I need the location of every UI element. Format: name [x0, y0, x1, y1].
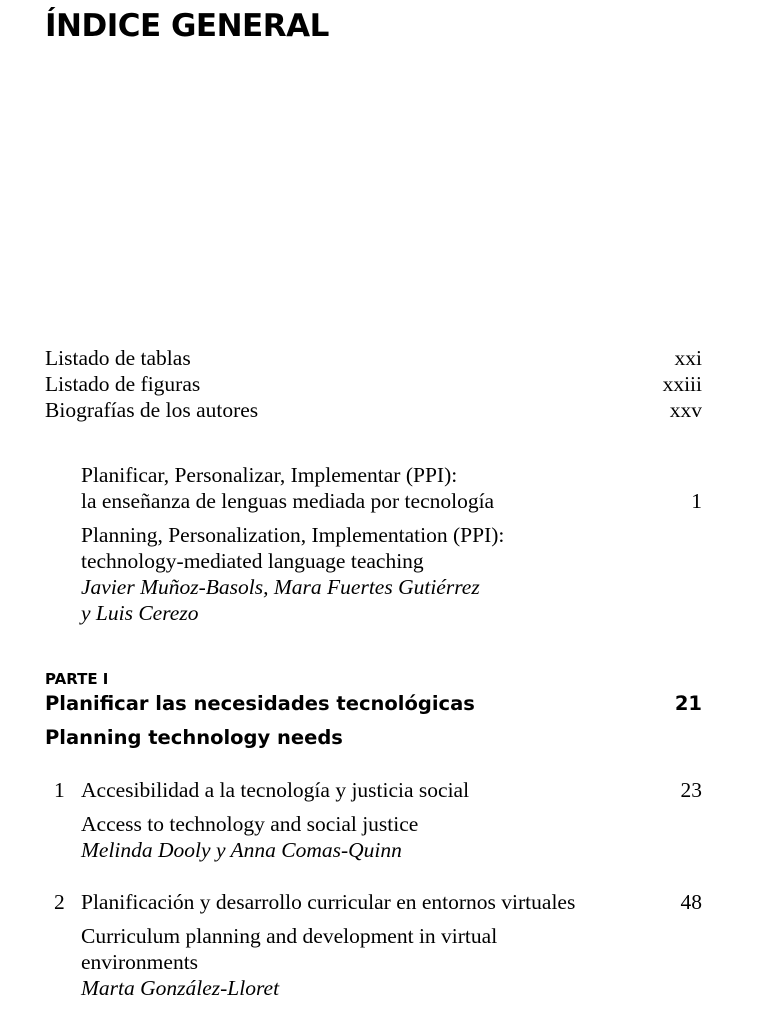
chapter-title-en-text: environments: [81, 950, 199, 974]
intro-title-en-line2: [0, 548, 772, 574]
intro-title-en-line1: [0, 522, 772, 548]
part-label: PARTE I: [45, 670, 109, 688]
chapter-1-title-en: [0, 811, 772, 837]
part-title-es[interactable]: [0, 691, 772, 717]
intro-page: 1: [691, 489, 702, 513]
chapter-title-es-text: Accesibilidad a la tecnología y justicia social: [81, 778, 470, 802]
chapter-authors-text: Marta González-Lloret: [81, 976, 280, 1000]
chapter-2-title-es[interactable]: [0, 889, 772, 915]
part-title-es-text: Planificar las necesidades tecnológicas: [45, 692, 475, 715]
intro-title-en-text: Planning, Personalization, Implementation (PPI):: [81, 523, 505, 547]
part-label-row: [0, 666, 772, 692]
chapter-page: 48: [680, 890, 702, 914]
intro-authors-text: Javier Muñoz-Basols, Mara Fuertes Gutiérrez: [81, 575, 480, 599]
toc-entry-page: xxi: [674, 346, 702, 370]
chapter-number: 1: [54, 778, 65, 802]
toc-entry-figures[interactable]: [0, 371, 772, 397]
toc-entry-page: xxiii: [662, 372, 702, 396]
toc-entry-biographies[interactable]: [0, 397, 772, 423]
intro-title-en-text: technology-mediated language teaching: [81, 549, 424, 573]
chapter-page: 23: [680, 778, 702, 802]
intro-authors-line2: [0, 600, 772, 626]
part-title-en: [0, 725, 772, 751]
chapter-title-en-text: Curriculum planning and development in virtual: [81, 924, 498, 948]
chapter-2-authors: [0, 975, 772, 1001]
chapter-2-title-en-line2: [0, 949, 772, 975]
intro-authors-line1: [0, 574, 772, 600]
intro-authors-text: y Luis Cerezo: [81, 601, 199, 625]
chapter-authors-text: Melinda Dooly y Anna Comas-Quinn: [81, 838, 402, 862]
intro-title-es-line2[interactable]: [0, 488, 772, 514]
toc-entry-tables[interactable]: [0, 345, 772, 371]
part-page: 21: [674, 692, 702, 715]
intro-title-es-text: Planificar, Personalizar, Implementar (PPI):: [81, 463, 458, 487]
toc-entry-label: Biografías de los autores: [45, 398, 259, 422]
toc-entry-label: Listado de tablas: [45, 346, 191, 370]
intro-title-es-text: la enseñanza de lenguas mediada por tecnología: [81, 489, 495, 513]
chapter-title-en-text: Access to technology and social justice: [81, 812, 419, 836]
page-title: ÍNDICE GENERAL: [45, 8, 329, 44]
toc-entry-label: Listado de figuras: [45, 372, 201, 396]
chapter-title-es-text: Planificación y desarrollo curricular en entornos virtuales: [81, 890, 576, 914]
toc-entry-page: xxv: [669, 398, 702, 422]
chapter-number: 2: [54, 890, 65, 914]
chapter-2-title-en-line1: [0, 923, 772, 949]
chapter-1-title-es[interactable]: [0, 777, 772, 803]
chapter-1-authors: [0, 837, 772, 863]
part-title-en-text: Planning technology needs: [45, 726, 343, 749]
intro-title-es-line1[interactable]: [0, 462, 772, 488]
